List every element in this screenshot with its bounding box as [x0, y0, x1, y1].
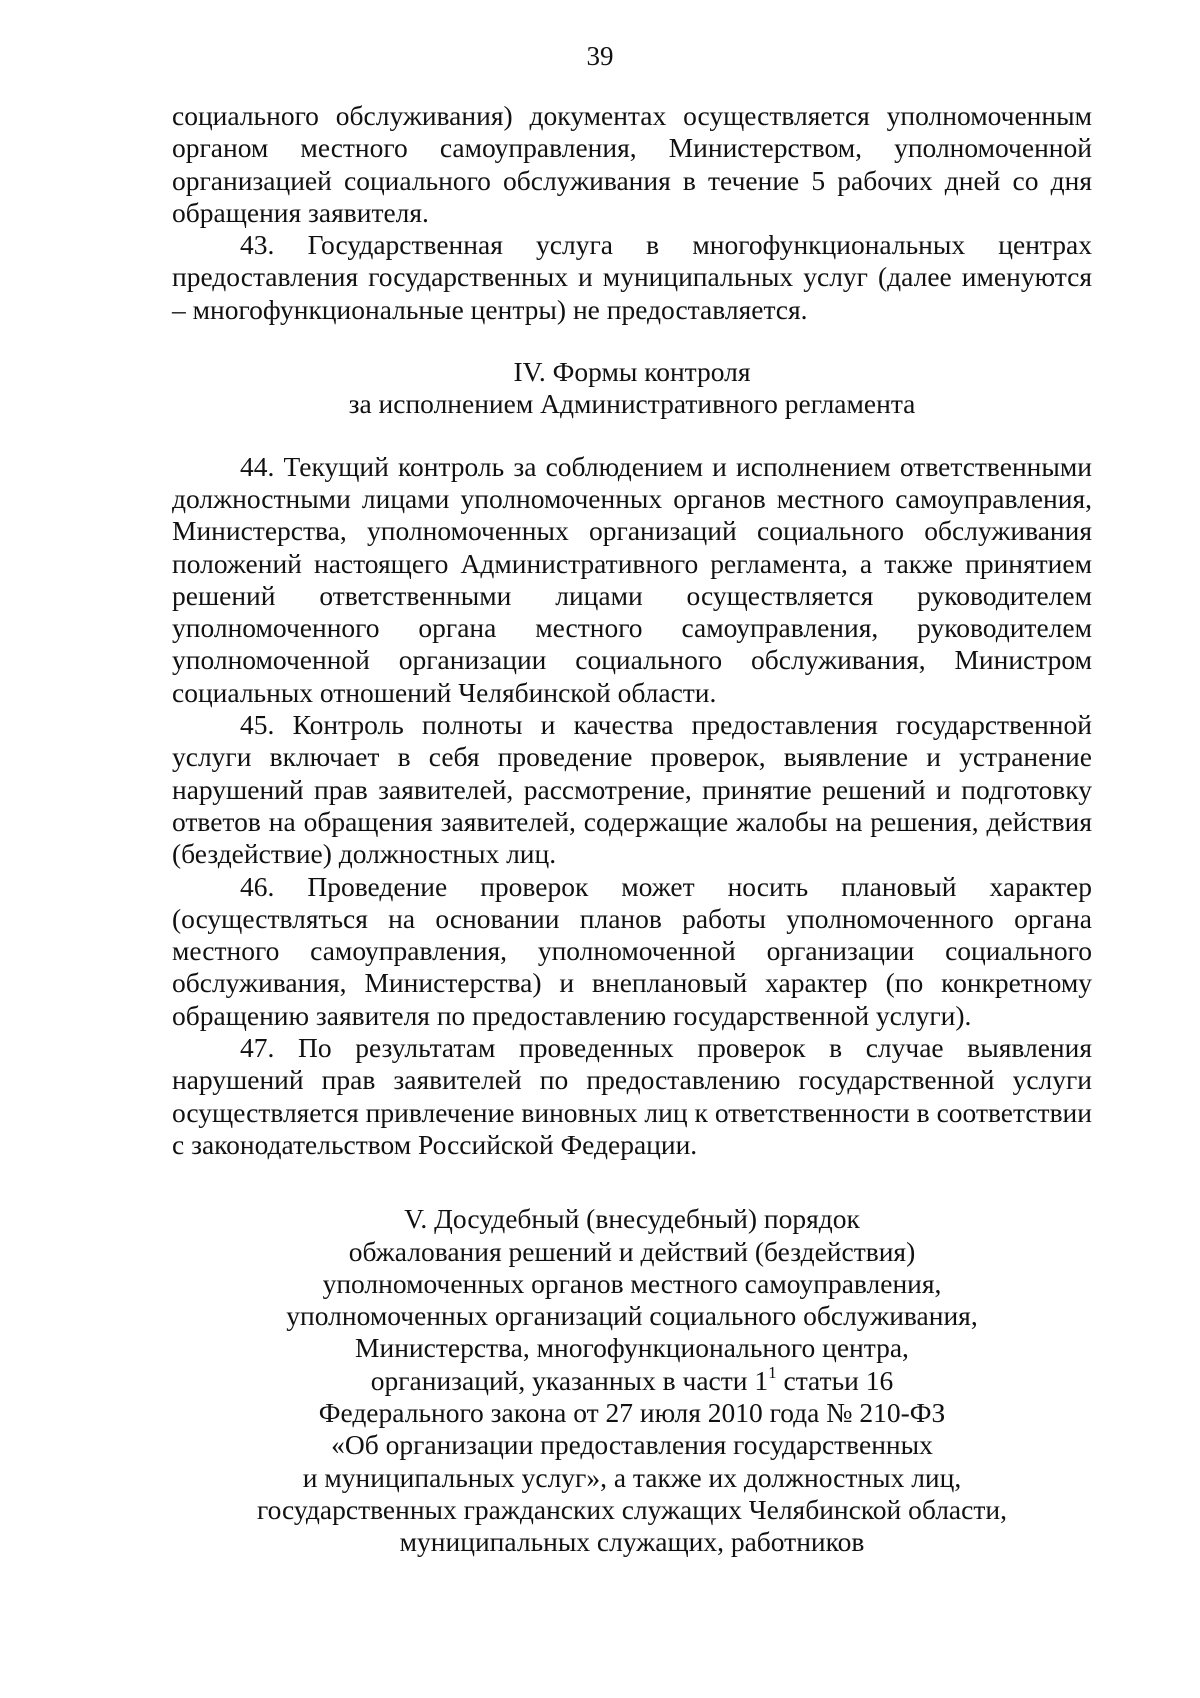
- document-body: [172, 100, 1092, 1558]
- section-iv-heading: [172, 356, 1092, 421]
- superscript-part-number: 1: [768, 1362, 777, 1382]
- paragraph-43: 43. Государственная услуга в многофункциональных центрах предоставления государственных и муниципальных услуг (далее именуются – многофункциональные центры) не предоставляется.: [172, 229, 1092, 325]
- section-v-line: V. Досудебный (внесудебный) порядок: [404, 1203, 860, 1235]
- section-v-line: уполномоченных органов местного самоуправления,: [322, 1267, 942, 1299]
- section-v-line: уполномоченных организаций социального обслуживания,: [286, 1300, 978, 1332]
- section-v-line: и муниципальных услуг», а также их должностных лиц,: [302, 1461, 962, 1493]
- paragraph-45: 45. Контроль полноты и качества предоставления государственной услуги включает в себя проведение проверок, выявление и устранение нарушений прав заявителей, рассмотрение, принятие решений и подготовку ответов на обращения заявителей, содержащие жалобы на решения, действия (бездействие) должностных лиц.: [172, 709, 1092, 870]
- paragraph-continued: социального обслуживания) документах осуществляется уполномоченным органом местного самоуправления, Министерством, уполномоченной организацией социального обслуживания в течение 5 рабочих дней со дня обращения заявителя.: [172, 100, 1092, 228]
- section-v-line: Министерства, многофункционального центра,: [355, 1332, 909, 1364]
- section-iv-title-line1: IV. Формы контроля: [513, 356, 751, 388]
- paragraph-46: 46. Проведение проверок может носить плановый характер (осуществляться на основании планов работы уполномоченного органа местного самоуправления, уполномоченной организации социального обслуживания, Министерства) и внеплановый характер (по конкретному обращению заявителя по предоставлению государственной услуги).: [172, 870, 1092, 1031]
- section-v-line6-tail: статьи 16: [776, 1364, 894, 1396]
- section-v-line: государственных гражданских служащих Челябинской области,: [257, 1493, 1007, 1525]
- paragraph-44: 44. Текущий контроль за соблюдением и исполнением ответственными должностными лицами уполномоченных органов местного самоуправления, Министерства, уполномоченных организаций социального обслуживания положений настоящего Административного регламента, а также принятием решений ответственными лицами осуществляется руководителем уполномоченного органа местного самоуправления, руководителем уполномоченной организации социального обслуживания, Министром социальных отношений Челябинской области.: [172, 450, 1092, 708]
- section-v-line6-text: организаций, указанных в части 1: [370, 1364, 769, 1396]
- section-v-line: «Об организации предоставления государственных: [331, 1429, 933, 1461]
- section-v-line: Федерального закона от 27 июля 2010 года № 210-ФЗ: [318, 1396, 946, 1428]
- section-v-line: обжалования решений и действий (бездействия): [348, 1235, 916, 1267]
- paragraph-47: 47. По результатам проведенных проверок в случае выявления нарушений прав заявителей по предоставлению государственной услуги осуществляется привлечение виновных лиц к ответственности в соответствии с законодательством Российской Федерации.: [172, 1032, 1092, 1160]
- section-v-line: муниципальных служащих, работников: [399, 1526, 865, 1558]
- section-v-line-with-superscript: [172, 1362, 1092, 1397]
- page-number: 39: [586, 41, 614, 71]
- section-v-heading: [172, 1203, 1092, 1558]
- section-iv-title-line2: за исполнением Административного регламента: [348, 388, 916, 420]
